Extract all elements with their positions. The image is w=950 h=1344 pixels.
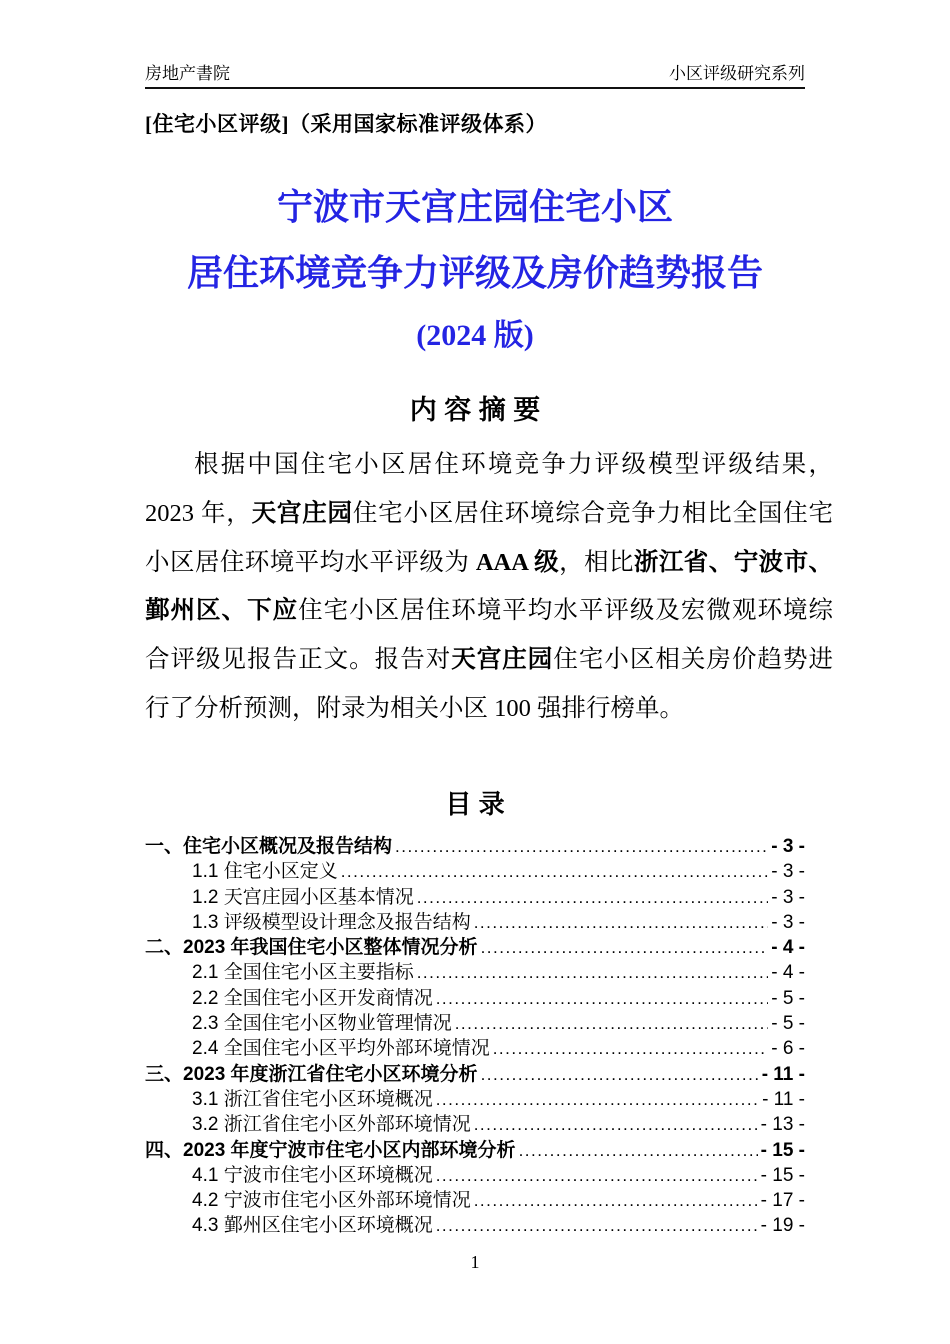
report-title-line1: 宁波市天宫庄园住宅小区: [276, 187, 673, 227]
toc-entry-label: 二、2023 年我国住宅小区整体情况分析: [145, 937, 478, 959]
toc-leader-dots: [474, 913, 769, 933]
toc-entry: [145, 983, 805, 1008]
toc-entry-page: - 13 -: [760, 1114, 805, 1136]
toc-entry: [145, 932, 805, 957]
toc-leader-dots: [436, 1090, 759, 1110]
toc-entry: [145, 1084, 805, 1109]
summary-text: ，相比: [559, 548, 634, 576]
summary-text: 住宅小区居住环境综合竞争力相比全国住宅: [352, 499, 834, 527]
toc-entry-label: 4.2 宁波市住宅小区外部环境情况: [192, 1190, 471, 1212]
summary-text: 2023 年，: [145, 499, 252, 527]
summary-text: 住宅小区居住环境平均水平评级及宏微观环境综: [298, 597, 834, 625]
toc-entry-label: 1.3 评级模型设计理念及报告结构: [192, 911, 471, 933]
header-left-text: 房地产書院: [145, 64, 230, 83]
toc-entry: [145, 882, 805, 907]
toc-heading: 目 录: [445, 789, 505, 819]
toc-entry-label: 2.2 全国住宅小区开发商情况: [192, 987, 433, 1009]
toc-entry-page: - 5 -: [771, 1013, 805, 1035]
toc-leader-dots: [395, 837, 768, 857]
toc-entry-label: 4.3 鄞州区住宅小区环境概况: [192, 1215, 433, 1237]
summary-text: 住宅小区相关房价趋势进: [553, 646, 834, 674]
report-title-line2: 居住环境竞争力评级及房价趋势报告: [186, 253, 763, 293]
summary-line: [145, 636, 833, 685]
toc-entry-page: - 11 -: [762, 1088, 805, 1110]
toc-entry: [145, 856, 805, 881]
toc-entry-page: - 5 -: [771, 987, 805, 1009]
toc-entry: [145, 1008, 805, 1033]
toc-entry: [145, 1210, 805, 1235]
toc-entry-label: 3.1 浙江省住宅小区环境概况: [192, 1088, 433, 1110]
toc-leader-dots: [417, 963, 769, 983]
toc-entry-label: 1.2 天宫庄园小区基本情况: [192, 886, 414, 908]
toc-entry-label: 2.1 全国住宅小区主要指标: [192, 962, 414, 984]
summary-bold-text: AAA 级: [475, 548, 560, 576]
toc-entry-page: - 17 -: [760, 1190, 805, 1212]
summary-bold-text: 鄞州区、下应: [145, 597, 299, 625]
toc-entry: [145, 1185, 805, 1210]
summary-bold-text: 天宫庄园: [451, 646, 554, 674]
toc-entry-page: - 19 -: [760, 1215, 805, 1237]
toc-leader-dots: [436, 989, 769, 1009]
toc-entry: [145, 1135, 805, 1160]
toc-list: [145, 831, 805, 1236]
toc-leader-dots: [519, 1141, 758, 1161]
header-right-text: 小区评级研究系列: [669, 64, 805, 83]
summary-bold-text: 浙江省、宁波市、: [633, 548, 834, 576]
toc-entry: [145, 1059, 805, 1084]
report-edition: (2024 版): [416, 319, 534, 352]
toc-entry-page: - 3 -: [771, 886, 805, 908]
page-number: 1: [470, 1252, 480, 1272]
running-header: [145, 64, 805, 89]
toc-entry-page: - 15 -: [760, 1139, 805, 1161]
toc-leader-dots: [417, 888, 769, 908]
toc-leader-dots: [474, 1191, 758, 1211]
summary-text: 小区居住环境平均水平评级为: [145, 548, 476, 576]
summary-text: 根据中国住宅小区居住环境竞争力评级模型评级结果，: [194, 451, 833, 478]
toc-leader-dots: [436, 1166, 758, 1186]
toc-entry-label: 三、2023 年度浙江省住宅小区环境分析: [145, 1063, 478, 1085]
toc-entry-page: - 6 -: [771, 1038, 805, 1060]
toc-entry-label: 4.1 宁波市住宅小区环境概况: [192, 1164, 433, 1186]
toc-entry: [145, 1109, 805, 1134]
toc-entry-page: - 3 -: [771, 911, 805, 933]
summary-text: 合评级见报告正文。报告对: [145, 646, 452, 674]
summary-line: [145, 490, 833, 539]
toc-entry: [145, 1160, 805, 1185]
summary-line: [145, 587, 833, 636]
toc-leader-dots: [493, 1039, 769, 1059]
series-note: [住宅小区评级]（采用国家标准评级体系）: [145, 112, 547, 136]
toc-entry-page: - 15 -: [760, 1164, 805, 1186]
toc-entry: [145, 1033, 805, 1058]
summary-bold-text: 天宫庄园: [251, 499, 353, 527]
toc-entry: [145, 831, 805, 856]
toc-entry-page: - 4 -: [771, 937, 805, 959]
toc-entry-label: 2.3 全国住宅小区物业管理情况: [192, 1013, 452, 1035]
summary-line: [145, 441, 833, 490]
toc-entry-label: 1.1 住宅小区定义: [192, 861, 338, 883]
toc-entry-label: 2.4 全国住宅小区平均外部环境情况: [192, 1038, 490, 1060]
toc-entry-page: - 11 -: [761, 1063, 805, 1085]
toc-leader-dots: [455, 1014, 769, 1034]
summary-paragraph: [145, 441, 833, 734]
toc-entry: [145, 957, 805, 982]
toc-leader-dots: [481, 1065, 759, 1085]
summary-heading: 内 容 摘 要: [409, 395, 541, 425]
toc-entry-label: 四、2023 年度宁波市住宅小区内部环境分析: [145, 1139, 516, 1161]
summary-line: [145, 539, 833, 588]
toc-entry-page: - 3 -: [771, 836, 805, 857]
toc-entry: [145, 907, 805, 932]
toc-entry-page: - 3 -: [771, 861, 805, 883]
summary-line: [145, 685, 833, 734]
toc-leader-dots: [474, 1115, 758, 1135]
toc-entry-label: 3.2 浙江省住宅小区外部环境情况: [192, 1114, 471, 1136]
toc-leader-dots: [436, 1216, 758, 1236]
toc-leader-dots: [481, 938, 769, 958]
toc-leader-dots: [341, 862, 769, 882]
toc-entry-page: - 4 -: [771, 962, 805, 984]
toc-entry-label: 一、住宅小区概况及报告结构: [145, 836, 393, 857]
summary-text: 行了分析预测，附录为相关小区 100 强排行榜单。: [145, 694, 684, 722]
